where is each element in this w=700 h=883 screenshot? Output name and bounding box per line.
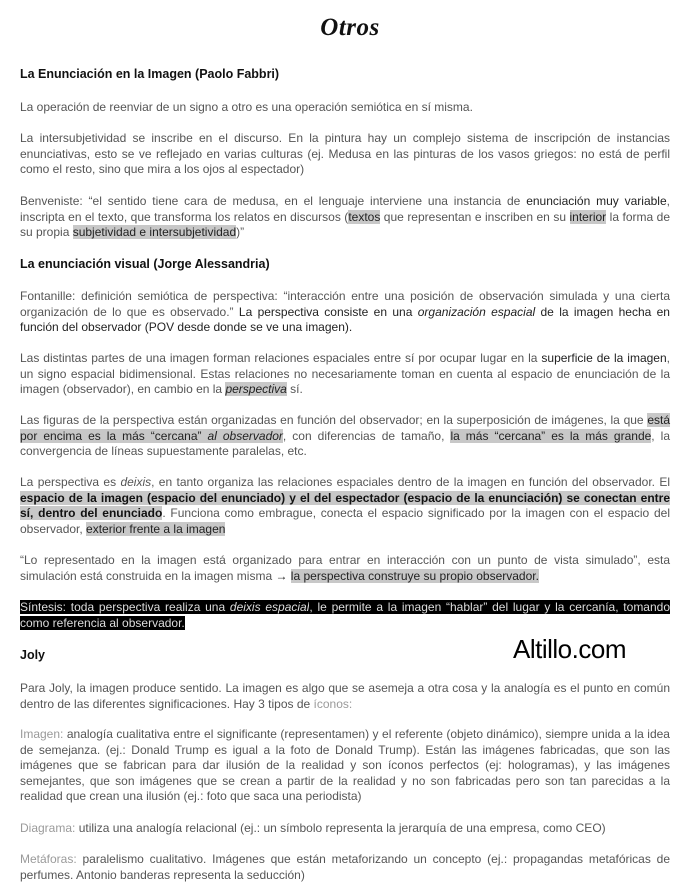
term-label: Metáforas:	[20, 852, 83, 866]
text-run: enunciación muy variable	[526, 194, 667, 208]
highlight: está por encima es la más “cercana”	[20, 413, 670, 443]
text-run: )”	[236, 225, 245, 240]
paragraph-diagrama	[20, 821, 670, 837]
text-run: organización espacial	[417, 304, 536, 319]
highlight-black: Síntesis: toda perspectiva realiza una	[20, 600, 230, 614]
term-label: Diagrama:	[20, 821, 79, 835]
paragraph-sintesis	[20, 600, 670, 631]
highlight: espacio de la imagen (espacio del enunciado) y el del espectador (espacio de la enunciación) se conectan entre sí, dentro del enunciado	[20, 490, 670, 521]
paragraph-partes-imagen	[20, 351, 670, 398]
text-run: sí.	[286, 382, 303, 397]
paragraph-benveniste	[20, 194, 670, 241]
text-run: . Funciona como embrague, conecta el espacio significado por la imagen con el espacio del observador,	[20, 506, 670, 536]
text-run: analogía cualitativa entre el significante (representamen) y el referente (objeto dinámico), siempre unida a la idea de semejanza. (ej.: Donald Trump es igual a la foto de Donald Trump). Están las imágenes fabricadas, que son las imágenes que se fabrican para dar ilusión de la realidad y son íconos perfectos (ej: hologramas), y las imágenes semejantes, que son imágenes que se crean a partir de la realidad y no son fabricadas pero son tan parecidas a la realidad que crean una ilusión (ej.: foto que saca una periodista)	[20, 727, 670, 804]
highlight: textos	[348, 209, 381, 224]
section-heading-joly: Joly	[20, 648, 46, 662]
paragraph-metaforas	[20, 852, 670, 883]
text-run: Benveniste: “el sentido tiene cara de medusa, en el lenguaje interviene una instancia de	[20, 194, 527, 208]
text-run: que representan e inscriben en su	[380, 209, 570, 224]
highlight-black: deixis espacial	[229, 600, 310, 614]
highlight: la perspectiva construye su propio observador.	[290, 568, 539, 583]
text-run: , en tanto organiza las relaciones espaciales dentro de la imagen en función del observador. El	[151, 475, 671, 489]
watermark-logo: Altillo.com	[513, 634, 626, 664]
highlight: interior	[569, 209, 607, 224]
highlight: la más “cercana” es la más grande	[450, 428, 652, 443]
paragraph-representado	[20, 553, 670, 584]
text-run: , con diferencias de tamaño,	[282, 428, 451, 443]
text-run: de la imagen hecha en función del observador (POV desde donde se ve una imagen).	[20, 304, 670, 335]
text-run: Las distintas partes de una imagen forman relaciones espaciales entre sí por ocupar lugar en la	[20, 351, 542, 365]
text-run: La perspectiva consiste en una	[238, 304, 418, 319]
highlight: al observador	[207, 428, 283, 443]
paragraph-fontanille	[20, 289, 670, 336]
paragraph-figuras	[20, 413, 670, 460]
text-run: deixis	[120, 475, 152, 489]
text-run: , un signo espacial bidimensional. Estas relaciones no necesariamente toman en cuenta al espacio de enunciación de la imagen (observador), en cambio en la	[20, 351, 670, 397]
paragraph-joly	[20, 681, 670, 712]
text-run: paralelismo cualitativo. Imágenes que están metaforizando un concepto (ej.: propagandas metafóricas de perfumes. Antonio banderas representa la seducción)	[20, 852, 670, 882]
page-title: Otros	[320, 14, 380, 41]
section-heading-fabbri: La Enunciación en la Imagen (Paolo Fabbri)	[20, 67, 280, 81]
paragraph-deixis	[20, 475, 670, 537]
paragraph-signo: La operación de reenviar de un signo a otro es una operación semiótica en sí misma.	[20, 100, 473, 114]
highlight: perspectiva	[225, 382, 287, 397]
highlight-black: , le permite a la imagen “hablar” del lugar y la cercanía, tomando como referencia al observador.	[20, 600, 671, 630]
arrow-icon: →	[275, 568, 288, 583]
text-run: La perspectiva es	[20, 475, 121, 489]
highlight: exterior frente a la imagen	[86, 521, 226, 536]
paragraph-imagen	[20, 727, 670, 805]
paragraph-intersubjetividad: La intersubjetividad se inscribe en el discurso. En la pintura hay un complejo sistema de inscripción de instancias enunciativas, esto se ve reflejado en varias culturas (ej. Medusa en las pinturas de los vasos griegos: no está de perfil como el resto, sino que mira a los ojos al espectador)	[20, 131, 670, 177]
text-run: utiliza una analogía relacional (ej.: un símbolo representa la jerarquía de una empresa, como CEO)	[78, 821, 606, 835]
text-run: la forma de su propia	[20, 209, 670, 240]
text-run: Fontanille: definición semiótica de perspectiva: “interacción entre una posición de observación simulada y una cierta organización de lo que es observado.”	[20, 289, 670, 319]
section-heading-alessandria: La enunciación visual (Jorge Alessandria)	[20, 257, 270, 271]
text-run: , la convergencia de líneas supuestamente paralelas, etc.	[20, 428, 670, 459]
text-run: Para Joly, la imagen produce sentido. La imagen es algo que se asemeja a otra cosa y la analogía es el punto en común dentro de las diferentes significaciones. Hay 3 tipos de	[20, 681, 670, 711]
highlight: subjetividad e intersubjetividad	[72, 225, 237, 240]
text-run: íconos:	[313, 696, 353, 711]
text-run: superficie de la imagen	[541, 351, 667, 365]
text-run: Las figuras de la perspectiva están organizadas en función del observador; en la superposición de imágenes, la que	[20, 413, 648, 427]
text-run: “Lo representado en la imagen está organizado para entrar en interacción con un punto de vista simulado”, esta simulación está construida en la imagen misma	[20, 553, 670, 583]
term-label: Imagen:	[20, 727, 67, 741]
text-run: , inscripta en el texto, que transforma los relatos en discursos (	[20, 194, 670, 224]
